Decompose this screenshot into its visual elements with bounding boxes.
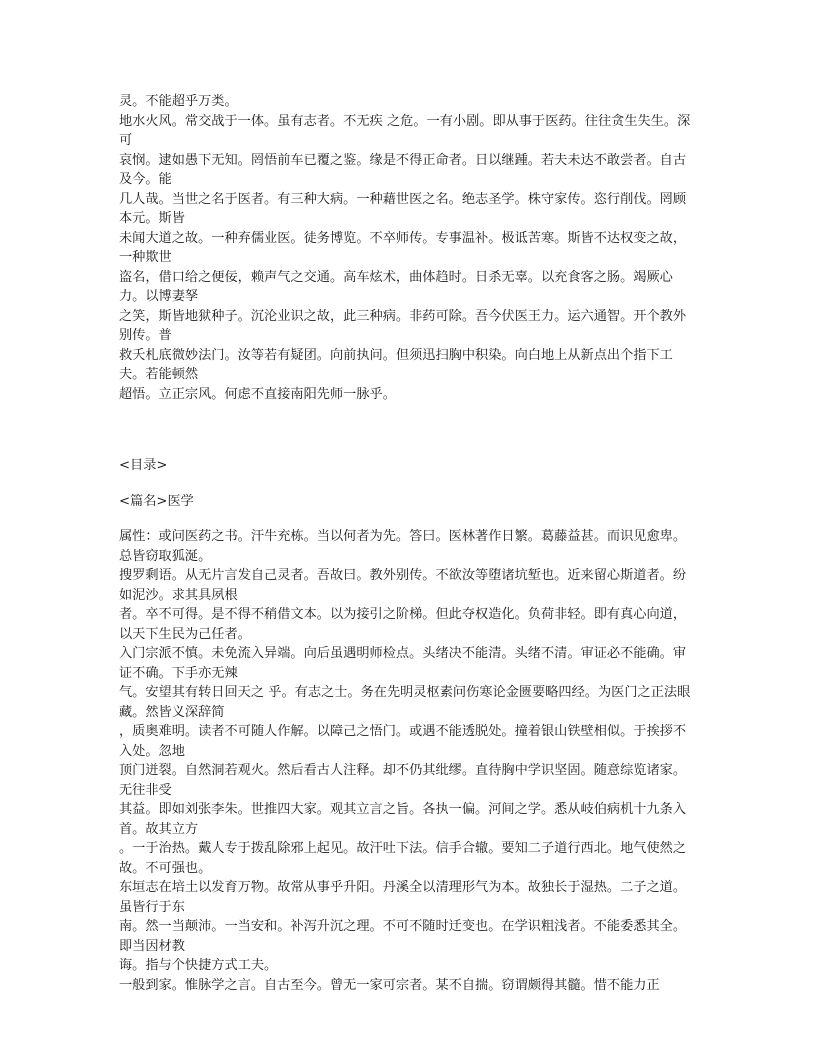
text-line: 其益。即如刘张李朱。世推四大家。观其立言之旨。各执一偏。河间之学。悉从岐伯病机十九条入首。故其立方	[119, 802, 687, 837]
chapter-title: <篇名>医学	[119, 493, 194, 509]
text-block-intro	[119, 92, 699, 404]
text-line: 地水火风。常交战于一体。虽有志者。不无疾 之危。一有小剧。即从事于医药。往往贪生失生。深可	[119, 113, 691, 148]
text-line: 超悟。立正宗风。何虑不直接南阳先师一脉乎。	[119, 386, 396, 402]
toc-label: <目录>	[119, 458, 168, 473]
text-block-medicine	[119, 527, 699, 995]
text-line: 盗名，借口给之便佞，赖声气之交通。高车炫术，曲体趋时。日杀无辜。以充食客之肠。竭厥心力。以博妻孥	[119, 269, 673, 304]
text-line: 几人哉。当世之名于医者。有三种大病。一种藉世医之名。绝志圣学。株守家传。恣行削伐。罔顾本元。斯皆	[119, 191, 687, 226]
text-line: 南。然一当颠沛。一当安和。补泻升沉之理。不可不随时迁变也。在学识粗浅者。不能委悉其全。即当因材教	[119, 919, 687, 954]
text-line: 灵。不能超乎万类。	[119, 94, 238, 109]
text-line: 入门宗派不慎。未免流入异端。向后虽遇明师检点。头绪决不能清。头绪不清。审证必不能确。审证不确。下手亦无辣	[119, 646, 687, 681]
document-page	[119, 92, 699, 995]
text-line: 诲。指与个快捷方式工夫。	[119, 958, 278, 973]
text-line: 东垣志在培土以发育万物。故常从事乎升阳。丹溪全以清理形气为本。故独长于湿热。二子之道。虽皆行于东	[119, 880, 687, 915]
text-line: 气。安望其有转日回天之 乎。有志之士。务在先明灵枢素问伤寒论金匮要略四经。为医门之正法眼藏。然皆义深辞简	[119, 685, 691, 720]
text-line: 。一于治热。戴人专于拨乱除邪上起见。故汗吐下法。信手合辙。要知二子道行西北。地气使然之故。不可强也。	[119, 841, 687, 876]
text-line: 搜罗剩语。从无片言发自己灵者。吾故曰。教外别传。不欲汝等堕诸坑堑也。近来留心斯道者。纷如泥沙。求其具夙根	[119, 568, 687, 603]
text-line: 哀悯。逮如愚下无知。罔悟前车已覆之鉴。缘是不得正命者。日以继踵。若夫未达不敢尝者。自古及今。能	[119, 152, 687, 187]
text-line: 一般到家。惟脉学之言。自古至今。曾无一家可宗者。某不自揣。窃谓颇得其髓。惜不能力正	[119, 977, 660, 993]
text-line: 未闻大道之故。一种弃儒业医。徒务博览。不卒师传。专事温补。极诋苦寒。斯皆不达权变之故，一种欺世	[119, 230, 687, 265]
text-line: 顶门迸裂。自然洞若观火。然后看古人注释。却不仍其纰缪。直待胸中学识坚固。随意综览诸家。无往非受	[119, 763, 687, 798]
text-line: ，质奥难明。读者不可随人作解。以障己之悟门。或遇不能透脱处。撞着银山铁壁相似。于挨拶不入处。忽地	[119, 724, 687, 759]
text-line: 者。卒不可得。是不得不稍借文本。以为接引之阶梯。但此夺权造化。负荷非轻。即有真心向道，以天下生民为己任者。	[119, 607, 687, 642]
text-line: 属性：或问医药之书。汗牛充栋。当以何者为先。答曰。医林著作日繁。葛藤益甚。而识见愈卑。总皆窃取狐涎。	[119, 529, 687, 564]
text-line: 救夭札底微妙法门。汝等若有疑团。向前执问。但须迅扫胸中积染。向白地上从新点出个指下工夫。若能顿然	[119, 347, 673, 382]
text-line: 之笑，斯皆地狱种子。沉沦业识之故，此三种病。非药可除。吾今伏医王力。运六通智。开个教外别传。普	[119, 308, 687, 343]
